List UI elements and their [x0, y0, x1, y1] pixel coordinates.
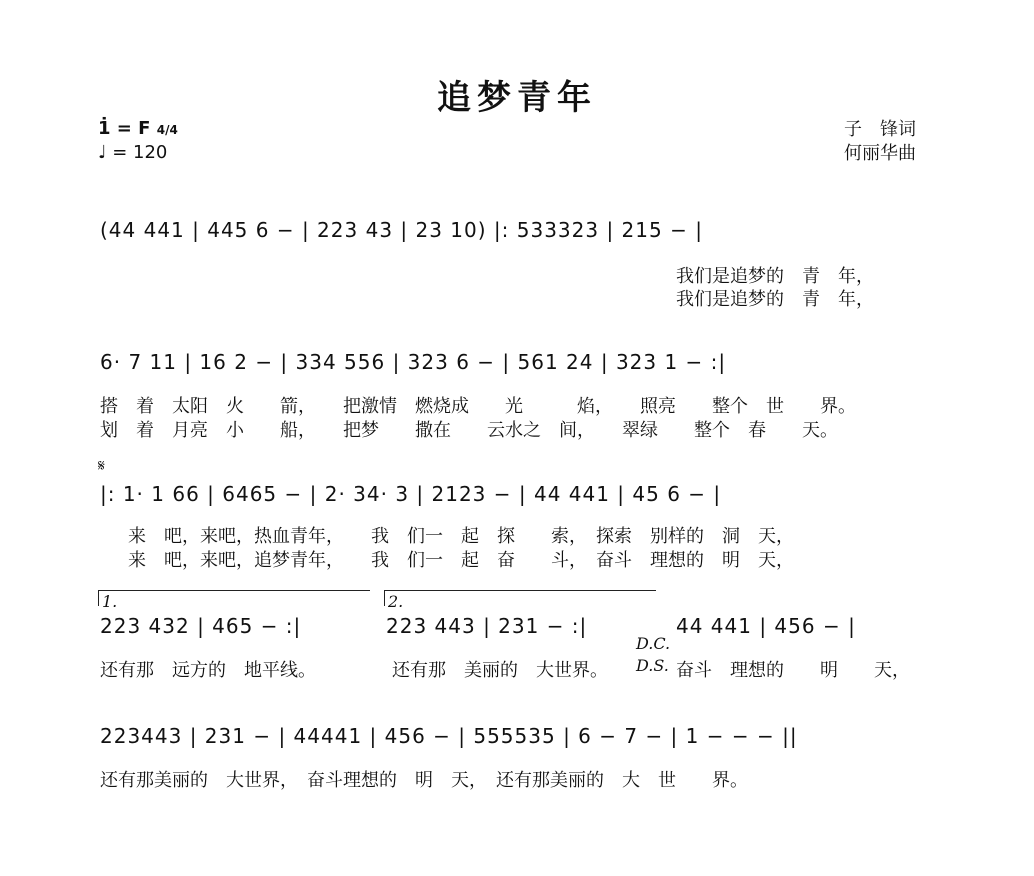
- segno-mark: 𝄋: [98, 456, 105, 475]
- dc-marking: D.C.: [636, 634, 671, 653]
- score-row-3-lyrics-verse2: 来 吧，来吧，追梦青年， 我 们一 起 奋 斗， 奋斗 理想的 明 天，: [128, 550, 794, 571]
- score-row-5-notes: 223443 | 231 − | 44441 | 456 − | 555535 | 6 − 7 − | 1 − − − ||: [100, 724, 798, 748]
- score-row-4-notes-coda: 44 441 | 456 − |: [676, 614, 856, 638]
- volta-1-bracket-edge: [98, 590, 99, 606]
- volta-1-label: 1.: [102, 592, 118, 611]
- song-title: 追梦青年: [437, 78, 597, 118]
- score-row-1-notes: (44 441 | 445 6 − | 223 43 | 23 10) |: 533323 | 215 − |: [100, 218, 703, 242]
- score-row-4-lyrics-coda: 奋斗 理想的 明 天，: [676, 660, 910, 681]
- volta-2-label: 2.: [388, 592, 404, 611]
- score-row-5-lyrics: 还有那美丽的 大世界， 奋斗理想的 明 天， 还有那美丽的 大 世 界。: [100, 770, 748, 791]
- score-row-4-lyrics-ending2: 还有那 美丽的 大世界。: [392, 660, 608, 681]
- score-row-4-lyrics-ending1: 还有那 远方的 地平线。: [100, 660, 316, 681]
- ds-marking: D.S.: [636, 656, 669, 675]
- volta-2-bracket: [384, 590, 656, 591]
- score-row-1-lyrics-verse2: 我们是追梦的 青 年，: [676, 289, 874, 310]
- score-row-4-notes-ending1: 223 432 | 465 − :|: [100, 614, 302, 638]
- volta-2-bracket-edge: [384, 590, 385, 606]
- key-signature: [98, 118, 178, 139]
- composer: 何丽华曲: [844, 143, 916, 164]
- score-row-4-notes-ending2: 223 443 | 231 − :|: [386, 614, 588, 638]
- credits: [844, 118, 916, 166]
- score-row-1-lyrics-verse1: 我们是追梦的 青 年，: [676, 266, 874, 287]
- score-row-2-notes: 6· 7 11 | 16 2 − | 334 556 | 323 6 − | 561 24 | 323 1 − :|: [100, 350, 727, 374]
- lyricist: 子 锋词: [844, 119, 916, 140]
- score-row-2-lyrics-verse2: 划 着 月亮 小 船， 把梦 撒在 云水之 间， 翠绿 整个 春 天。: [100, 420, 838, 441]
- score-row-2-lyrics-verse1: 搭 着 太阳 火 箭， 把激情 燃烧成 光 焰， 照亮 整个 世 界。: [100, 396, 856, 417]
- key-label: 1̇ = F: [98, 118, 151, 139]
- time-signature: 4/4: [156, 123, 178, 137]
- volta-1-bracket: [98, 590, 370, 591]
- tempo-marking: ♩ = 120: [98, 142, 168, 163]
- score-row-3-lyrics-verse1: 来 吧，来吧，热血青年， 我 们一 起 探 索， 探索 别样的 洞 天，: [128, 526, 794, 547]
- score-row-3-notes: |: 1· 1 66 | 6465 − | 2· 34· 3 | 2123 − | 44 441 | 45 6 − |: [100, 482, 722, 506]
